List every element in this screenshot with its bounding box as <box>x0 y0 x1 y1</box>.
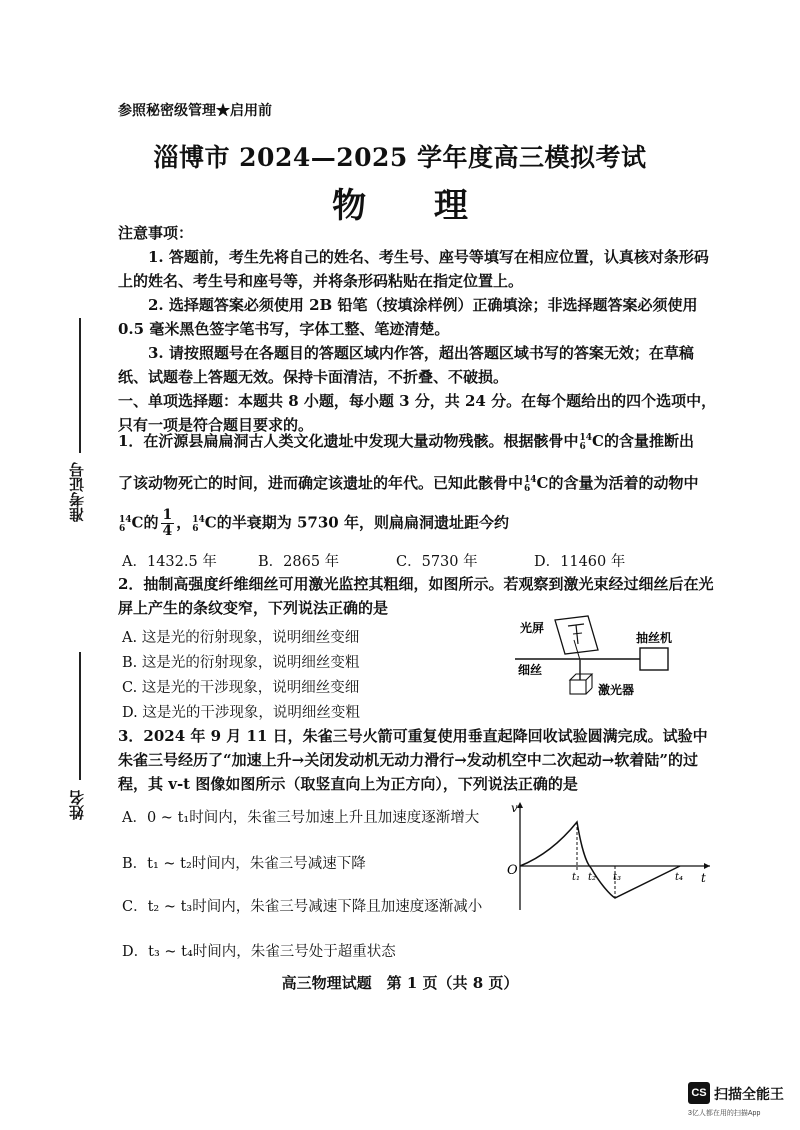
exam-title: 淄博市 2024—2025 学年度高三模拟考试 <box>153 143 647 172</box>
q3-option-c: C．t₂ ~ t₃时间内，朱雀三号减速下降且加速度逐渐减小 <box>122 899 483 915</box>
isotope-c14: 14 6 <box>579 433 592 452</box>
origin-label: O <box>507 863 518 878</box>
q1-line1: 1．在沂源县扁扁洞古人类文化遗址中发现大量动物残骸。根据骸骨中 14 6 C的含量推断出 <box>118 432 694 452</box>
name-label: 姓名 <box>68 790 86 820</box>
q2-option-d: D. 这是光的干涉现象，说明细丝变粗 <box>122 705 360 721</box>
t-axis-label: t <box>701 871 706 885</box>
q1-option-c: C．5730 年 <box>396 554 478 570</box>
laser-box <box>570 680 586 694</box>
q2-option-a: A. 这是光的衍射现象，说明细丝变细 <box>122 630 360 646</box>
vt-curve <box>520 822 680 898</box>
q3-option-b: B．t₁ ~ t₂时间内，朱雀三号减速下降 <box>122 856 366 872</box>
label-machine: 抽丝机 <box>636 631 673 645</box>
isotope-c14: 14 6 <box>524 475 537 494</box>
q2-laser-figure <box>510 612 700 707</box>
section1-heading: 一、单项选择题：本题共 8 小题，每小题 3 分，共 24 分。在每个题给出的四个选项中，只有一项是符合题目要求的。 <box>118 392 717 434</box>
v-axis-label: v <box>511 801 518 815</box>
q2-option-c: C. 这是光的干涉现象，说明细丝变细 <box>122 680 360 696</box>
q1-option-b: B．2865 年 <box>258 554 340 570</box>
exam-number-line <box>79 318 81 453</box>
scanner-logo-icon: CS <box>688 1082 710 1104</box>
scanner-name: 扫描全能王 <box>714 1086 784 1102</box>
label-wire: 细丝 <box>518 663 543 677</box>
q1-line2: 了该动物死亡的时间，进而确定该遗址的年代。已知此骸骨中 14 6 C的含量为活着的动物中 <box>118 474 699 494</box>
name-line <box>79 652 81 780</box>
exam-number-label: 准考证号 <box>68 462 86 522</box>
q1-option-a: A．1432.5 年 <box>122 554 217 570</box>
subject-title: 物 理 <box>332 186 496 226</box>
label-screen: 光屏 <box>520 621 545 635</box>
t1-label: t₁ <box>572 872 581 883</box>
q3-vt-graph <box>505 798 715 913</box>
isotope-c14: 14 6 <box>192 514 205 534</box>
q3-stem: 3．2024 年 9 月 11 日，朱雀三号火箭可重复使用垂直起降回收试验圆满完成。试验中朱雀三号经历了“加速上升→关闭发动机无动力滑行→发动机空中二次起动→软着陆”的过程，其 v-t 图像如图所示（取竖直向上为正方向），下列说法正确的是 <box>118 727 708 793</box>
page-footer: 高三物理试题 第 1 页（共 8 页） <box>281 974 519 992</box>
q1-option-d: D．11460 年 <box>534 554 626 570</box>
notice-heading: 注意事项： <box>118 224 194 242</box>
fraction-one-quarter: $\frac{1}{4}$ <box>162 507 173 539</box>
notice-item-3: 3. 请按照题号在各题目的答题区域内作答，超出答题区域书写的答案无效；在草稿纸、试题卷上答题无效。保持卡面清洁，不折叠、不破损。 <box>118 344 694 386</box>
q1-line3: 14 6 C的 $\frac{1}{4}$ ， 14 6 C的半衰期为 5730 年，则扁扁洞遗址距今约 <box>119 507 509 539</box>
t3-label: t₃ <box>613 872 622 883</box>
q2-stem: 2．抽制高强度纤维细丝可用激光监控其粗细，如图所示。若观察到激光束经过细丝后在光屏上产生的条纹变窄，下列说法正确的是 <box>118 575 714 617</box>
t4-label: t₄ <box>675 872 684 883</box>
secret-level-label: 参照秘密级管理★启用前 <box>118 103 272 119</box>
label-laser: 激光器 <box>598 683 635 697</box>
scanner-tagline: 3亿人都在用的扫描App <box>688 1110 761 1117</box>
q3-option-d: D．t₃ ~ t₄时间内，朱雀三号处于超重状态 <box>122 944 396 960</box>
notice-item-2: 2. 选择题答案必须使用 2B 铅笔（按填涂样例）正确填涂；非选择题答案必须使用 0.5 毫米黑色签字笔书写，字体工整、笔迹清楚。 <box>118 296 698 338</box>
q3-option-a: A．0 ~ t₁时间内，朱雀三号加速上升且加速度逐渐增大 <box>122 810 480 826</box>
isotope-c14: 14 6 <box>119 514 132 534</box>
t2-label: t₂ <box>588 872 597 883</box>
drawing-machine-box <box>640 648 668 670</box>
q2-option-b: B. 这是光的衍射现象，说明细丝变粗 <box>122 655 360 671</box>
notice-item-1: 1. 答题前，考生先将自己的姓名、考生号、座号等填写在相应位置，认真核对条形码上的姓名、考生号和座号等，并将条形码粘贴在指定位置上。 <box>118 248 709 290</box>
